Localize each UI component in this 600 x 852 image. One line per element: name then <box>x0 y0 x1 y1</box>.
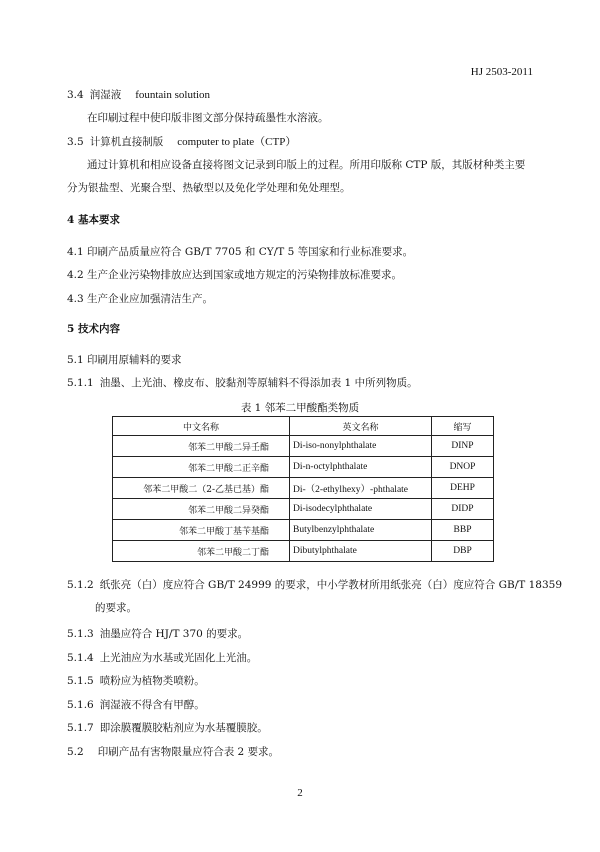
table-1 <box>112 416 494 562</box>
section-5-heading: 5 技术内容 <box>67 323 120 335</box>
clause-number: 5.1.3 <box>67 628 94 640</box>
clause-5-1-3 <box>67 627 248 641</box>
term-3-5-definition-line2: 分为银盐型、光聚合型、热敏型以及免化学处理和免处理型。 <box>67 182 351 194</box>
clause-5-1-2 <box>67 578 562 592</box>
clause-5-1: 5.1 印刷用原辅料的要求 <box>67 354 182 366</box>
table-1-caption: 表 1 邻苯二甲酸酯类物质 <box>240 402 360 414</box>
header-chinese-name: 中文名称 <box>113 417 290 436</box>
clause-5-1-2-continued: 的要求。 <box>95 602 137 614</box>
clause-number: 5.1.5 <box>67 675 94 687</box>
header-english-name: 英文名称 <box>290 417 432 436</box>
clause-number: 5.1.2 <box>67 579 94 591</box>
clause-number: 5.1.1 <box>67 377 94 389</box>
table-row <box>113 436 494 457</box>
table-row <box>113 478 494 499</box>
clause-5-1-1 <box>67 376 418 390</box>
cell-abbreviation: DIDP <box>432 499 494 520</box>
cell-chinese-name: 邻苯二甲酸二异癸酯 <box>113 499 290 520</box>
clause-number: 5.1.4 <box>67 652 94 664</box>
cell-chinese-name: 邻苯二甲酸二正辛酯 <box>113 457 290 478</box>
cell-abbreviation: DEHP <box>432 478 494 499</box>
cell-english-name: Di-n-octylphthalate <box>290 457 432 478</box>
cell-english-name: Butylbenzylphthalate <box>290 520 432 541</box>
cell-chinese-name: 邻苯二甲酸二异壬酯 <box>113 436 290 457</box>
clause-text: 润湿液不得含有甲醇。 <box>99 699 205 711</box>
term-number: 3.4 <box>67 89 84 101</box>
cell-english-name: Di-isodecylphthalate <box>290 499 432 520</box>
clause-text: 印刷产品有害物限量应符合表 2 要求。 <box>97 746 280 758</box>
term-3-4-definition: 在印刷过程中使印版非图文部分保持疏墨性水溶液。 <box>87 112 329 124</box>
page-number: 2 <box>297 787 303 799</box>
clause-text: 即涂膜覆膜胶粘剂应为水基覆膜胶。 <box>99 722 268 734</box>
table-row <box>113 457 494 478</box>
table-row <box>113 541 494 562</box>
clause-5-1-4 <box>67 651 257 665</box>
clause-4-2: 4.2 生产企业污染物排放应达到国家或地方规定的污染物排放标准要求。 <box>67 269 403 281</box>
clause-number: 5.2 <box>67 746 84 758</box>
clause-number: 5.1.6 <box>67 699 94 711</box>
term-number: 3.5 <box>67 136 84 148</box>
clause-text: 油墨、上光油、橡皮布、胶黏剂等原辅料不得添加表 1 中所列物质。 <box>99 377 418 389</box>
table-row <box>113 520 494 541</box>
clause-number: 5.1.7 <box>67 722 94 734</box>
clause-5-1-5 <box>67 674 205 688</box>
clause-text: 油墨应符合 HJ/T 370 的要求。 <box>99 628 249 640</box>
cell-english-name: Di-（2-ethylhexy）-phthalate <box>290 478 432 499</box>
clause-text: 上光油应为水基或光固化上光油。 <box>99 652 258 664</box>
clause-4-1: 4.1 印刷产品质量应符合 GB/T 7705 和 CY/T 5 等国家和行业标准要求。 <box>67 246 414 258</box>
term-chinese: 计算机直接制版 <box>89 136 164 148</box>
cell-abbreviation: DNOP <box>432 457 494 478</box>
term-chinese: 润湿液 <box>89 89 122 101</box>
cell-chinese-name: 邻苯二甲酸二（2-乙基已基）酯 <box>113 478 290 499</box>
cell-abbreviation: DBP <box>432 541 494 562</box>
term-3-5-heading <box>67 135 296 149</box>
header-abbreviation: 缩写 <box>432 417 494 436</box>
cell-abbreviation: BBP <box>432 520 494 541</box>
cell-english-name: Dibutylphthalate <box>290 541 432 562</box>
clause-text: 喷粉应为植物类喷粉。 <box>99 675 205 687</box>
clause-5-2 <box>67 745 279 759</box>
table-header-row <box>113 417 494 436</box>
cell-english-name: Di-iso-nonylphthalate <box>290 436 432 457</box>
clause-text: 纸张亮（白）度应符合 GB/T 24999 的要求，中小学教材所用纸张亮（白）度应符合 GB/T 18359 <box>99 579 562 591</box>
term-3-5-definition-line1: 通过计算机和相应设备直接将图文记录到印版上的过程。所用印版称 CTP 版，其版材种类主要 <box>87 159 526 171</box>
clause-5-1-7 <box>67 721 268 735</box>
cell-chinese-name: 邻苯二甲酸丁基苄基酯 <box>113 520 290 541</box>
cell-chinese-name: 邻苯二甲酸二丁酯 <box>113 541 290 562</box>
term-english: fountain solution <box>135 89 211 101</box>
clause-5-1-6 <box>67 698 205 712</box>
term-english: computer to plate（CTP） <box>177 136 297 148</box>
cell-abbreviation: DINP <box>432 436 494 457</box>
section-4-heading: 4 基本要求 <box>67 214 120 226</box>
clause-4-3: 4.3 生产企业应加强清洁生产。 <box>67 293 214 305</box>
term-3-4-heading <box>67 88 210 102</box>
document-code: HJ 2503-2011 <box>470 66 533 78</box>
table-row <box>113 499 494 520</box>
